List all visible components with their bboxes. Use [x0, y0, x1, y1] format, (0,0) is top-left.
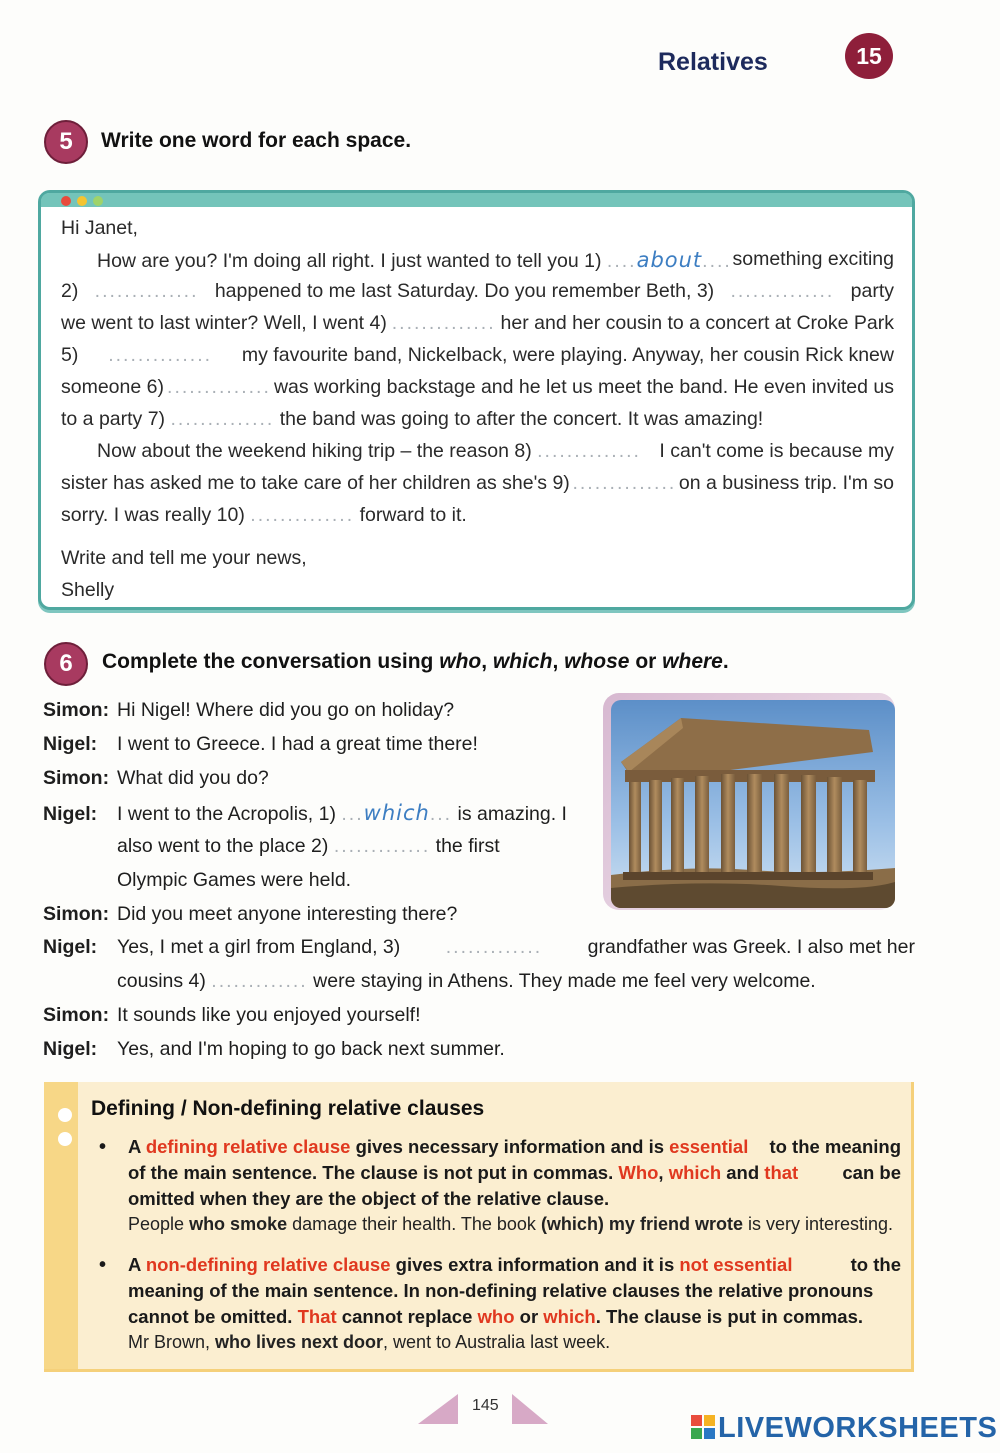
watermark: LIVEWORKSHEETS: [690, 1412, 997, 1445]
page-number: 145: [472, 1397, 499, 1414]
letter-line-7: Now about the weekend hiking trip – the reason 8) .............. I can't come is because my: [97, 440, 894, 462]
blank-8[interactable]: ..............: [537, 440, 641, 462]
blank-3[interactable]: ..............: [730, 280, 835, 302]
conv-blank-4[interactable]: .............: [211, 970, 308, 992]
conversation-line-4: Nigel: I went to the Acropolis, 1) ...which... is amazing. I: [43, 801, 567, 825]
exercise-6-instruction: Complete the conversation using who, which, whose or where.: [102, 650, 729, 673]
exercise-6-number: 6: [44, 642, 88, 686]
letter-line-8: sister has asked me to take care of her children as she's 9) .............. on a business trip. I'm so: [61, 472, 894, 494]
letter-closing: Write and tell me your news,: [61, 547, 307, 569]
blank-6[interactable]: ..............: [167, 376, 271, 398]
conversation-line-7: Simon: Did you meet anyone interesting there?: [43, 903, 458, 925]
letter-line-2: 2) .............. happened to me last Saturday. Do you remember Beth, 3) .............. party: [61, 280, 894, 302]
bullet-icon: •: [99, 1136, 107, 1158]
conv-blank-3[interactable]: .............: [445, 936, 543, 958]
conversation-line-9: cousins 4) ............. were staying in Athens. They made me feel very welcome.: [117, 970, 816, 992]
conversation-line-10: Simon: It sounds like you enjoyed yourself!: [43, 1004, 421, 1026]
green-dot-icon: [93, 196, 103, 206]
acropolis-photo: [611, 700, 895, 908]
letter-line-4: 5) .............. my favourite band, Nickelback, were playing. Anyway, her cousin Rick knew: [61, 344, 894, 366]
conv-blank-2[interactable]: .............: [333, 835, 431, 857]
red-dot-icon: [61, 196, 71, 206]
rule-2-example: Mr Brown, who lives next door, went to Australia last week.: [128, 1332, 611, 1352]
rule-2-line-1: A non-defining relative clause gives extra information and it is not essential to the: [128, 1254, 901, 1275]
page-title: Relatives: [658, 48, 768, 76]
exercise-5-number: 5: [44, 120, 88, 164]
decorative-dot-icon: [58, 1132, 72, 1146]
conversation-line-8: Nigel: Yes, I met a girl from England, 3) ............. grandfather was Greek. I also met her: [43, 936, 915, 958]
blank-5[interactable]: ..............: [108, 344, 213, 366]
blank-2[interactable]: ..............: [94, 280, 199, 302]
conv-answer-1[interactable]: which: [363, 801, 430, 825]
blank-9[interactable]: ..............: [572, 472, 677, 494]
letter-greeting: Hi Janet,: [61, 217, 138, 239]
letter-line-3: we went to last winter? Well, I went 4) .............. her and her cousin to a concert at Croke Park: [61, 312, 894, 334]
answer-1[interactable]: about: [636, 248, 703, 272]
conversation-line-1: Simon: Hi Nigel! Where did you go on holiday?: [43, 699, 455, 721]
unit-number-badge: 15: [845, 33, 893, 79]
rule-1-line-2: of the main sentence. The clause is not put in commas. Who, which and that can be: [128, 1162, 901, 1183]
letter-title-bar: [41, 193, 912, 207]
blank-4[interactable]: ..............: [391, 312, 496, 334]
conversation-line-5: also went to the place 2) ............. the first: [117, 835, 500, 857]
conversation-line-2: Nigel: I went to Greece. I had a great time there!: [43, 733, 478, 755]
letter-line-5: someone 6) .............. was working backstage and he let us meet the band. He even invited us: [61, 376, 894, 398]
conversation-line-3: Simon: What did you do?: [43, 767, 269, 789]
letter-line-6: to a party 7) .............. the band was going to after the concert. It was amazing!: [61, 408, 764, 430]
rule-2-line-2: meaning of the main sentence. In non-defining relative clauses the relative pronouns: [128, 1280, 874, 1301]
letter-line-1: How are you? I'm doing all right. I just wanted to tell you 1) ....about.... something exciting: [97, 248, 894, 272]
blank-7[interactable]: ..............: [170, 408, 275, 430]
letter-signature: Shelly: [61, 579, 115, 601]
conversation-line-11: Nigel: Yes, and I'm hoping to go back next summer.: [43, 1038, 505, 1060]
liveworksheets-logo-icon: [690, 1414, 716, 1440]
bullet-icon: •: [99, 1254, 107, 1276]
rule-1-example: People who smoke damage their health. The book (which) my friend wrote is very interesting.: [128, 1214, 894, 1234]
rule-1-line-1: A defining relative clause gives necessary information and is essential to the meaning: [128, 1136, 901, 1157]
letter-box: [38, 190, 915, 610]
exercise-5-instruction: Write one word for each space.: [101, 129, 412, 152]
blank-10[interactable]: ..............: [250, 504, 355, 526]
rule-1-line-3: omitted when they are the object of the relative clause.: [128, 1188, 610, 1209]
conversation-line-6: Olympic Games were held.: [117, 869, 352, 891]
rule-2-line-3: cannot be omitted. That cannot replace who or which. The clause is put in commas.: [128, 1306, 864, 1327]
letter-line-9: sorry. I was really 10) .............. forward to it.: [61, 504, 467, 526]
rule-title: Defining / Non-defining relative clauses: [91, 1097, 485, 1120]
decorative-dot-icon: [58, 1108, 72, 1122]
yellow-dot-icon: [77, 196, 87, 206]
